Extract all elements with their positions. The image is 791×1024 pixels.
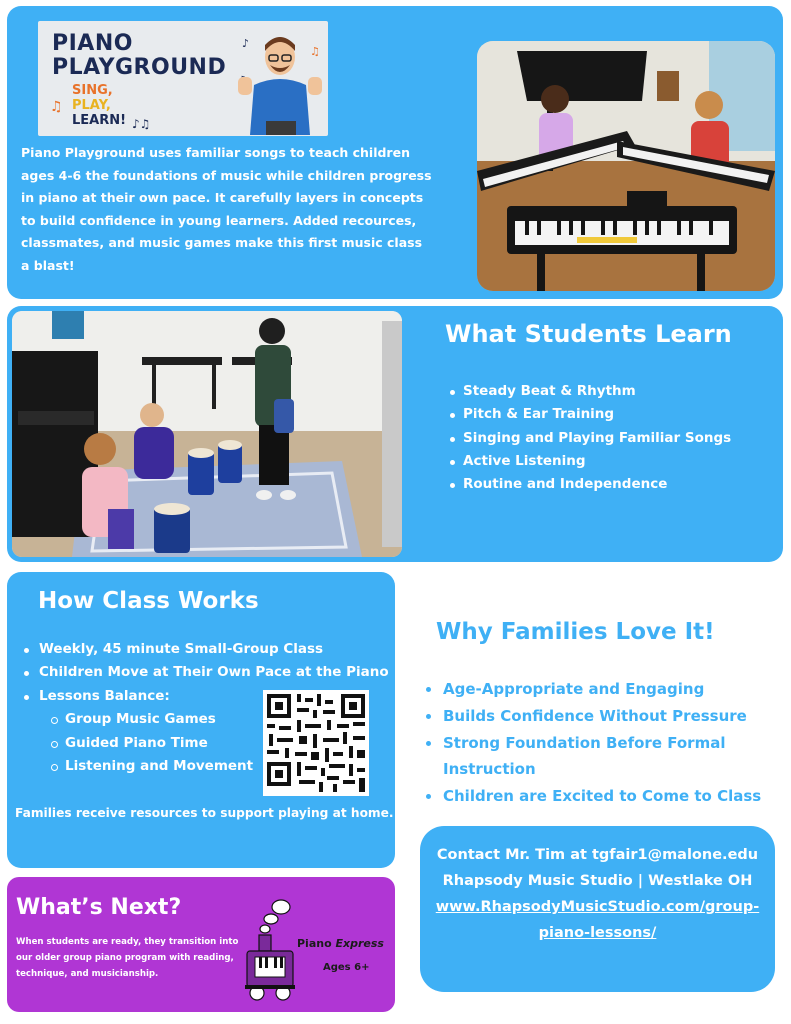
why-item: Builds Confidence Without Pressure (423, 703, 783, 730)
piano-playground-logo (38, 21, 328, 136)
music-notes-icon: ♫ (50, 99, 63, 115)
how-class-works-panel (7, 572, 395, 868)
svg-text:♫: ♫ (310, 45, 320, 58)
whats-next-heading: What’s Next? (16, 895, 182, 920)
why-list (423, 676, 783, 810)
how-item: Lessons Balance: (19, 685, 389, 708)
piano-express-piano: Piano (297, 937, 332, 950)
mascot-illustration (234, 25, 326, 135)
intro-paragraph: Piano Playground uses familiar songs to teach children ages 4-6 the foundations of music while children progress in piano at their own pace. It carefully layers in concepts to build confidence in young learners. Added recources, classmates, and music games make this first music class a blast! (21, 145, 432, 273)
why-item: Strong Foundation Before Formal Instruction (423, 730, 783, 784)
why-item: Children are Excited to Come to Class (423, 783, 783, 810)
piano-express-train-icon (241, 897, 301, 1005)
learn-item: Steady Beat & Rhythm (448, 380, 731, 403)
svg-text:♪: ♪ (242, 37, 250, 50)
how-sub-item: Group Music Games (19, 708, 389, 731)
logo-sing: SING, (72, 83, 113, 98)
how-item: Children Move at Their Own Pace at the Piano (19, 661, 389, 684)
learn-item: Pitch & Ear Training (448, 403, 731, 426)
why-families-heading: Why Families Love It! (436, 619, 715, 645)
website-link-cont[interactable]: piano-lessons/ (538, 925, 657, 941)
how-sub-item: Guided Piano Time (19, 732, 389, 755)
piano-express-label (297, 937, 384, 950)
contact-panel (420, 826, 775, 992)
whats-next-panel (7, 877, 395, 1012)
learn-item: Active Listening (448, 450, 731, 473)
contact-email-line: Contact Mr. Tim at tgfair1@malone.edu (436, 847, 759, 863)
whats-next-text: When students are ready, they transition into our older group piano program with reading, technique, and musicianship. (16, 937, 239, 979)
music-notes-icon: ♪♫ (132, 117, 151, 131)
learn-list (448, 380, 731, 496)
qr-code[interactable] (263, 690, 369, 796)
ages-label: Ages 6+ (323, 962, 370, 973)
logo-title-line1: PIANO (52, 31, 133, 56)
students-at-keyboards-photo (477, 41, 775, 291)
learn-item: Routine and Independence (448, 473, 731, 496)
how-sub-item: Listening and Movement (19, 755, 389, 778)
website-link[interactable]: www.RhapsodyMusicStudio.com/group- (435, 899, 760, 915)
studio-location-line: Rhapsody Music Studio | Westlake OH (442, 873, 753, 889)
logo-learn: LEARN! (72, 113, 127, 128)
what-students-learn-panel (7, 306, 783, 562)
what-students-learn-heading: What Students Learn (445, 320, 732, 348)
logo-play: PLAY, (72, 98, 111, 113)
piano-express-express: Express (335, 937, 384, 950)
logo-title-line2: PLAYGROUND (52, 55, 227, 80)
logo-tagline (72, 83, 126, 128)
families-resources-note: Families receive resources to support playing at home. (15, 806, 394, 820)
why-item: Age-Appropriate and Engaging (423, 676, 783, 703)
how-class-works-heading: How Class Works (38, 588, 259, 614)
how-item: Weekly, 45 minute Small-Group Class (19, 638, 389, 661)
drum-circle-photo (12, 311, 402, 557)
learn-item: Singing and Playing Familiar Songs (448, 427, 731, 450)
intro-panel (7, 6, 783, 299)
